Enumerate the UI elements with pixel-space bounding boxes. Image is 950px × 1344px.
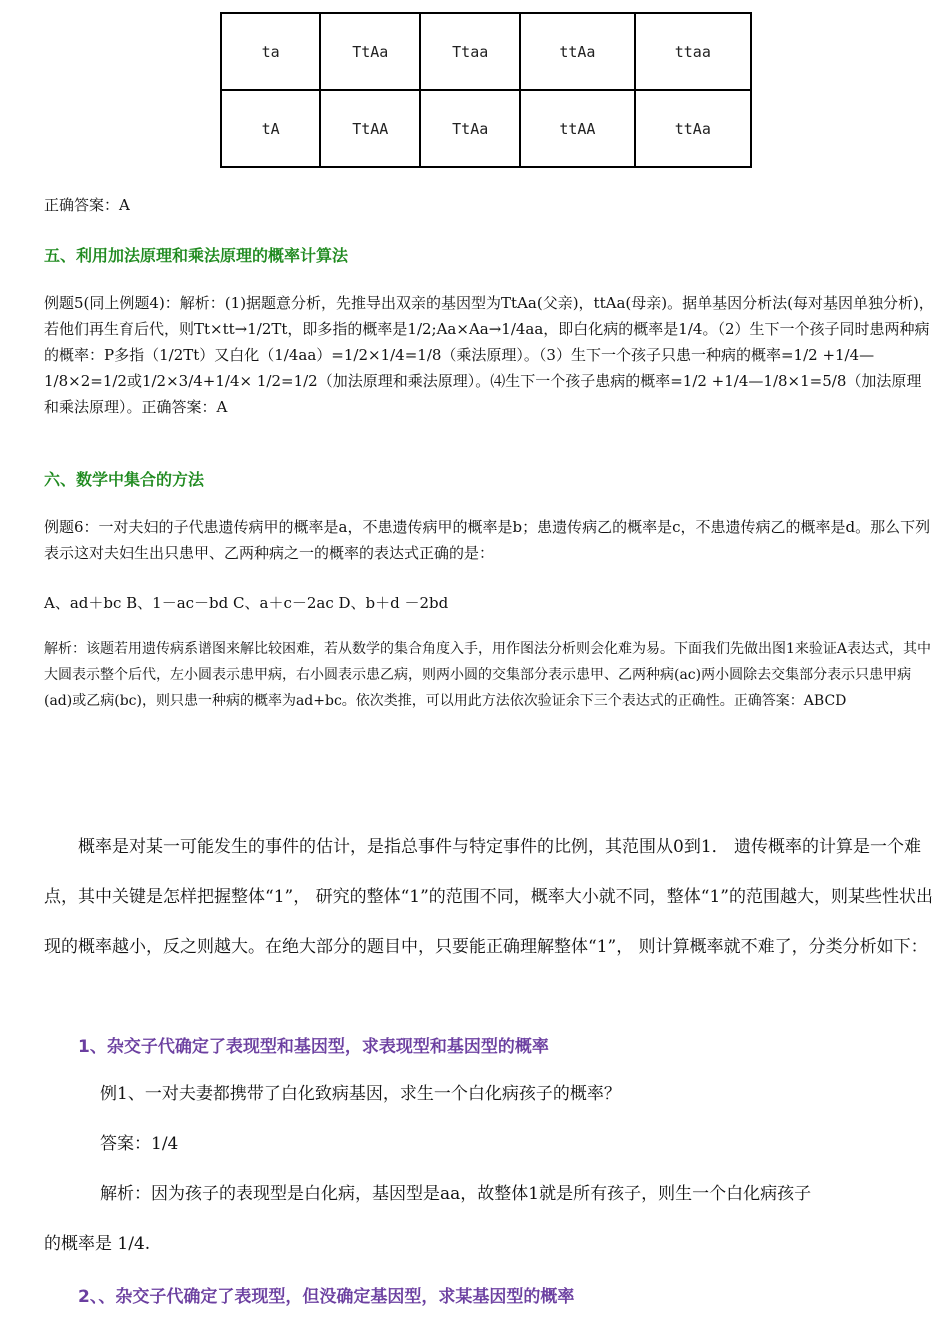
table-cell: TtAA <box>320 90 420 167</box>
example-1-analysis-line-1: 解析：因为孩子的表现型是白化病，基因型是aa，故整体1就是所有孩子，则生一个白化病孩子 <box>100 1184 812 1204</box>
table-cell: ttAA <box>520 90 634 167</box>
intro-paragraph: 概率是对某一可能发生的事件的估计，是指总事件与特定事件的比例，其范围从0到1． 遗传概率的计算是一个难点，其中关键是怎样把握整体“1”， 研究的整体“1”的范围不同，概率大小就不同，整体“1”的范围越大，则某些性状出现的概率越小，反之则越大。在绝大部分的题目中，只要能正确理解整体“1”， 则计算概率就不难了，分类分析如下： <box>44 837 933 957</box>
section-heading-5: 五、利用加法原理和乘法原理的概率计算法 <box>44 246 349 265</box>
subheading-2: 2、、杂交子代确定了表现型，但没确定基因型，求某基因型的概率 <box>78 1287 575 1307</box>
example-5-paragraph: 例题5(同上例题4)：解析：(1)据题意分析，先推导出双亲的基因型为TtAa(父亲)，ttAa(母亲)。据单基因分析法(每对基因单独分析)，若他们再生育后代，则Tt×tt→1/2Tt，即多指的概率是1/2;Aa×Aa→1/4aa，即白化病的概率是1/4。（2）生下一个孩子同时患两种病的概率：P多指（1/2Tt）又白化（1/4aa）=1/2×1/4=1/8（乘法原理）。（3）生下一个孩子只患一种病的概率=1/2 +1/4—1/8×2=1/2或1/2×3/4+1/4× 1/2=1/2（加法原理和乘法原理）。⑷生下一个孩子患病的概率=1/2 +1/4—1/8×1=5/8（加法原理和乘法原理）。正确答案：A <box>44 294 934 416</box>
example-6-options: A、ad＋bc B、1－ac－bd C、a＋c－2ac D、b＋d －2bd <box>44 594 449 612</box>
table-cell: ttAa <box>635 90 751 167</box>
example-6-analysis: 解析：该题若用遗传病系谱图来解比较困难，若从数学的集合角度入手，用作图法分析则会化难为易。下面我们先做出图1来验证A表达式，其中大圆表示整个后代，左小圆表示患甲病，右小圆表示患乙病，则两小圆的交集部分表示患甲、乙两种病(ac)两小圆除去交集部分表示只患甲病(ad)或乙病(bc)，则只患一种病的概率为ad+bc。依次类推，可以用此方法依次验证余下三个表达式的正确性。正确答案：ABCD <box>44 641 932 709</box>
table-row <box>221 13 751 90</box>
table-cell: ttAa <box>520 13 634 90</box>
example-1-answer: 答案：1/4 <box>100 1134 179 1154</box>
table-cell: TtAa <box>420 90 520 167</box>
table-cell: ttaa <box>635 13 751 90</box>
table-cell: tA <box>221 90 320 167</box>
subheading-1: 1、杂交子代确定了表现型和基因型，求表现型和基因型的概率 <box>78 1037 549 1057</box>
correct-answer-text: 正确答案：A <box>44 196 130 214</box>
example-6-paragraph: 例题6：一对夫妇的子代患遗传病甲的概率是a，不患遗传病甲的概率是b；患遗传病乙的概率是c，不患遗传病乙的概率是d。那么下列表示这对夫妇生出只患甲、乙两种病之一的概率的表达式正确的是： <box>44 518 931 562</box>
example-1-analysis-line-2: 的概率是 1/4. <box>44 1234 151 1254</box>
example-1-question: 例1、一对夫妻都携带了白化致病基因，求生一个白化病孩子的概率？ <box>100 1084 621 1104</box>
table-cell: ta <box>221 13 320 90</box>
punnett-square-table <box>220 12 752 168</box>
table-row <box>221 90 751 167</box>
table-cell: TtAa <box>320 13 420 90</box>
section-heading-6: 六、数学中集合的方法 <box>44 470 205 489</box>
table-cell: Ttaa <box>420 13 520 90</box>
